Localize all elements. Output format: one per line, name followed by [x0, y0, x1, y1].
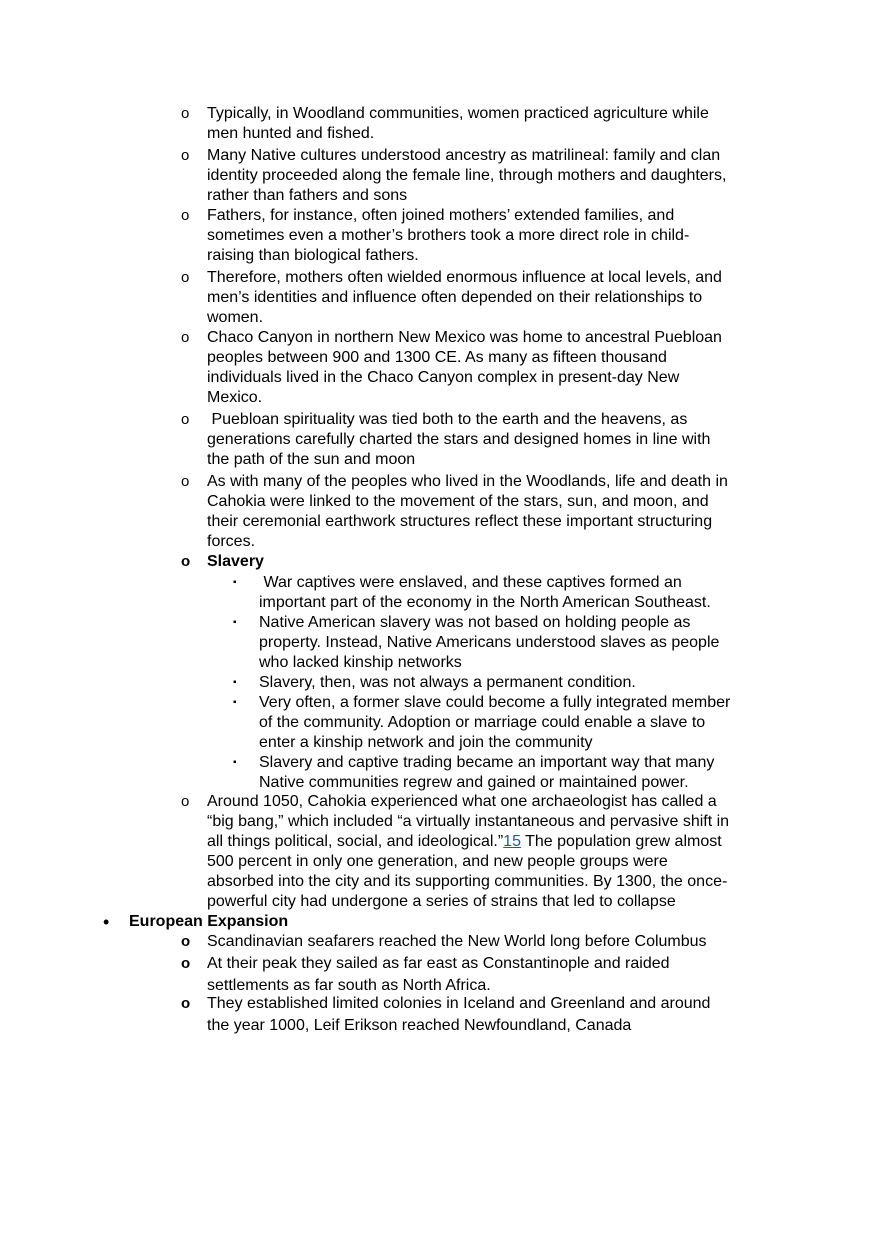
text-line: generations carefully charted the stars and designed homes in line with	[207, 431, 711, 448]
circle-bullet-icon: o	[181, 269, 190, 286]
text-line: At their peak they sailed as far east as Constantinople and raided	[207, 955, 670, 972]
text-line: Chaco Canyon in northern New Mexico was home to ancestral Puebloan	[207, 329, 722, 346]
text-span: all things political, social, and ideological.”	[207, 833, 504, 850]
text-line: peoples between 900 and 1300 CE. As many as fifteen thousand	[207, 349, 667, 366]
text-line: absorbed into the city and its supporting communities. By 1300, the once-	[207, 873, 728, 890]
text-line: Typically, in Woodland communities, women practiced agriculture while	[207, 105, 709, 122]
text-line: their ceremonial earthwork structures reflect these important structuring	[207, 513, 713, 530]
text-line: Fathers, for instance, often joined mothers’ extended families, and	[207, 207, 675, 224]
text-line: powerful city had undergone a series of strains that led to collapse	[207, 893, 676, 910]
text-line: the year 1000, Leif Erikson reached Newfoundland, Canada	[207, 1017, 632, 1034]
text-span: The population grew almost	[520, 833, 722, 850]
text-line: Slavery, then, was not always a permanent condition.	[259, 674, 636, 691]
text-line: who lacked kinship networks	[259, 654, 462, 671]
text-line: important part of the economy in the North American Southeast.	[259, 594, 711, 611]
text-line: Cahokia were linked to the movement of the stars, sun, and moon, and	[207, 493, 709, 510]
circle-bullet-icon: o	[181, 105, 190, 122]
circle-bullet-icon: o	[181, 995, 191, 1012]
disc-bullet-icon: •	[103, 912, 110, 932]
text-line: the path of the sun and moon	[207, 451, 416, 468]
text-line: Native American slavery was not based on holding people as	[259, 614, 691, 631]
text-line: Around 1050, Cahokia experienced what one archaeologist has called a	[207, 793, 717, 810]
text-line: Native communities regrew and gained or maintained power.	[259, 774, 689, 791]
text-line: rather than fathers and sons	[207, 187, 408, 204]
circle-bullet-icon: o	[181, 933, 191, 950]
text-line: property. Instead, Native Americans understood slaves as people	[259, 634, 720, 651]
text-line: women.	[207, 309, 264, 326]
text-line: Puebloan spirituality was tied both to the earth and the heavens, as	[207, 411, 688, 428]
square-bullet-icon: ▪	[233, 757, 237, 768]
text-line: “big bang,” which included “a virtually instantaneous and pervasive shift in	[207, 813, 730, 830]
section-heading: European Expansion	[129, 913, 289, 930]
circle-bullet-icon: o	[181, 207, 190, 224]
text-line: of the community. Adoption or marriage could enable a slave to	[259, 714, 706, 731]
text-line: enter a kinship network and join the community	[259, 734, 593, 751]
text-line: settlements as far south as North Africa.	[207, 977, 491, 994]
text-line: Therefore, mothers often wielded enormous influence at local levels, and	[207, 269, 722, 286]
text-line	[207, 832, 777, 852]
square-bullet-icon: ▪	[233, 697, 237, 708]
text-line: forces.	[207, 533, 256, 550]
circle-bullet-icon: o	[181, 553, 191, 570]
text-line: identity proceeded along the female line, through mothers and daughters,	[207, 167, 727, 184]
circle-bullet-icon: o	[181, 955, 191, 972]
text-line: Very often, a former slave could become a fully integrated member	[259, 694, 731, 711]
circle-bullet-icon: o	[181, 329, 190, 346]
circle-bullet-icon: o	[181, 411, 190, 428]
circle-bullet-icon: o	[181, 473, 190, 490]
section-heading: Slavery	[207, 553, 264, 570]
text-line: As with many of the peoples who lived in the Woodlands, life and death in	[207, 473, 728, 490]
circle-bullet-icon: o	[181, 793, 190, 810]
text-line: raising than biological fathers.	[207, 247, 419, 264]
text-line: Scandinavian seafarers reached the New World long before Columbus	[207, 933, 707, 950]
text-line: Many Native cultures understood ancestry as matrilineal: family and clan	[207, 147, 721, 164]
square-bullet-icon: ▪	[233, 677, 237, 688]
text-line: War captives were enslaved, and these captives formed an	[259, 574, 682, 591]
text-line: Mexico.	[207, 389, 263, 406]
square-bullet-icon: ▪	[233, 577, 237, 588]
circle-bullet-icon: o	[181, 147, 190, 164]
text-line: 500 percent in only one generation, and new people groups were	[207, 853, 668, 870]
square-bullet-icon: ▪	[233, 617, 237, 628]
text-line: individuals lived in the Chaco Canyon complex in present-day New	[207, 369, 680, 386]
text-line: Slavery and captive trading became an important way that many	[259, 754, 715, 771]
text-line: They established limited colonies in Iceland and Greenland and around	[207, 995, 711, 1012]
text-line: men hunted and fished.	[207, 125, 375, 142]
text-line: men’s identities and influence often depended on their relationships to	[207, 289, 703, 306]
footnote-link[interactable]: 15	[503, 833, 521, 850]
text-line: sometimes even a mother’s brothers took a more direct role in child-	[207, 227, 690, 244]
